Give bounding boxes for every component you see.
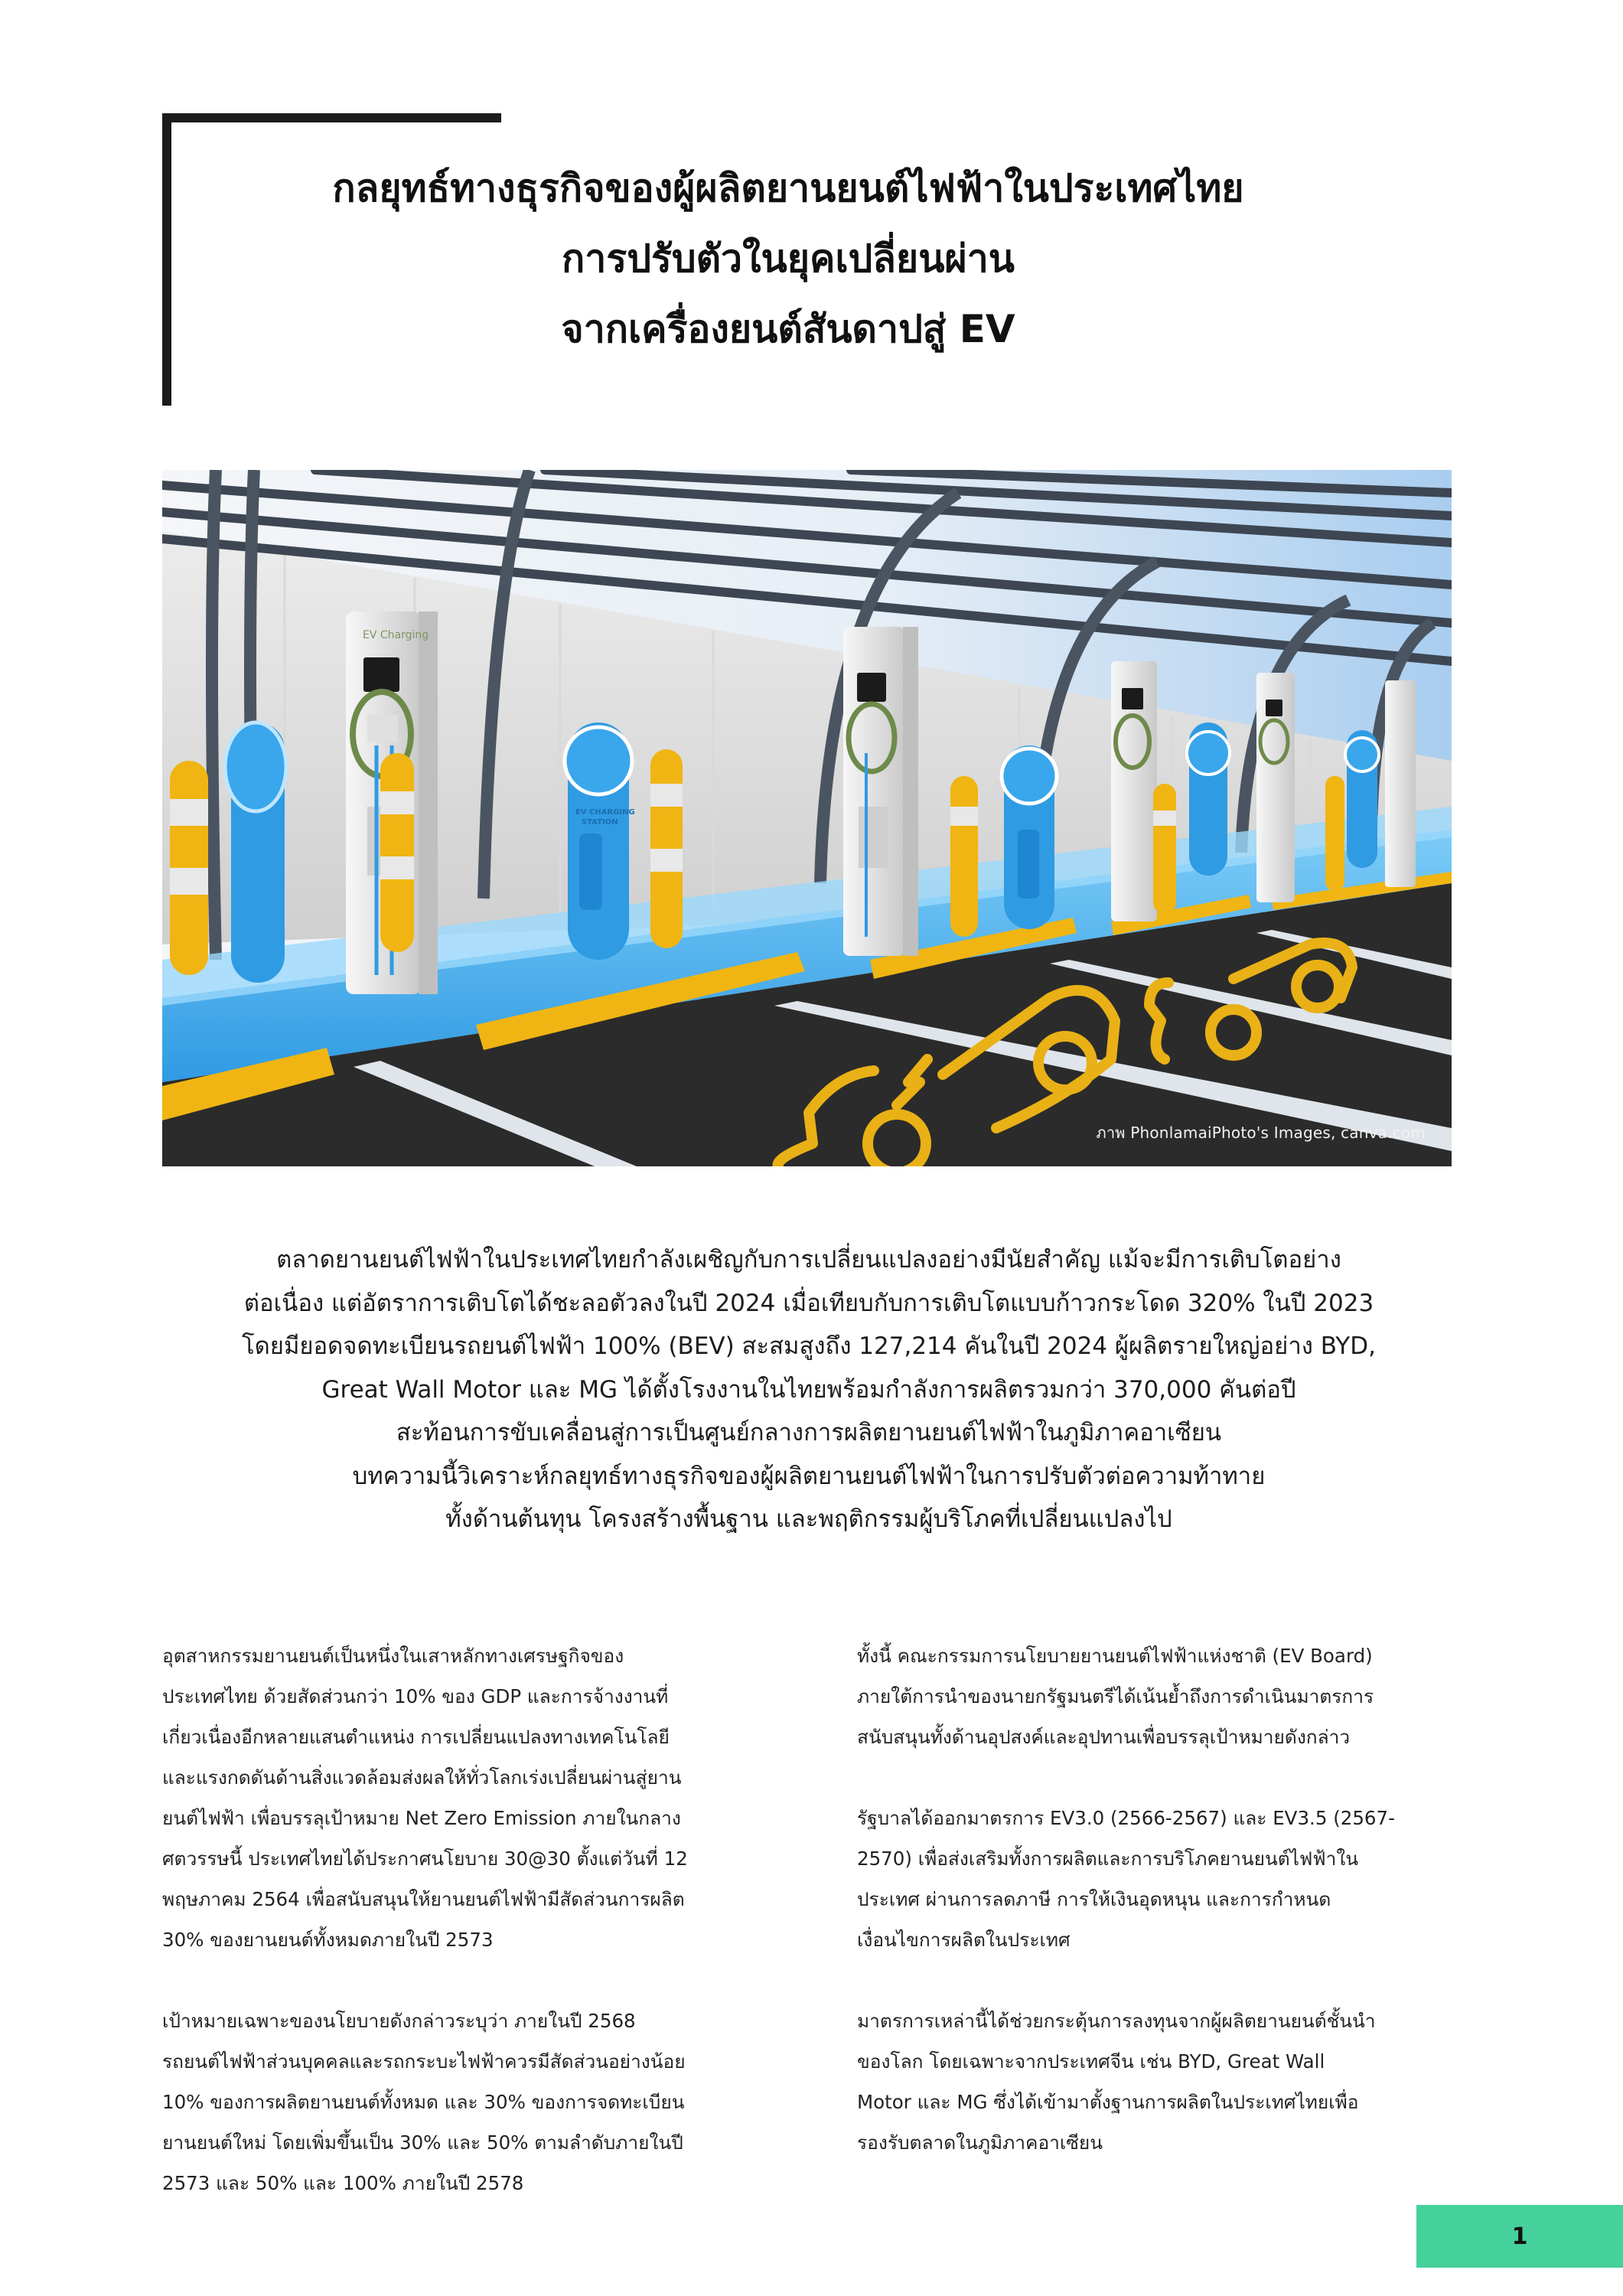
svg-text:STATION: STATION [582,818,618,827]
intro-paragraph [162,1238,1455,1541]
text-line: ศตวรรษนี้ ประเทศไทยได้ประกาศนโยบาย 30@30 ตั้งแต่วันที่ 12 [162,1848,688,1870]
photo-credit: ภาพ PhonlamaiPhoto's Images, canva.com [1096,1124,1426,1142]
intro-line: บทความนี้วิเคราะห์กลยุทธ์ทางธุรกิจของผู้ผลิตยานยนต์ไฟฟ้าในการปรับตัวต่อความท้าทาย [352,1462,1266,1490]
svg-text:EV CHARGING: EV CHARGING [575,808,635,817]
body-column-left [162,1636,820,2244]
text-line: ของโลก โดยเฉพาะจากประเทศจีน เช่น BYD, Great Wall [857,2050,1325,2073]
hero-photo-ev-charging-station [162,470,1452,1166]
text-line: ประเทศ ผ่านการลดภาษี การให้เงินอุดหนุน และการกำหนด [857,1888,1331,1910]
intro-line: Great Wall Motor และ MG ได้ตั้งโรงงานในไทยพร้อมกำลังการผลิตรวมกว่า 370,000 คันต่อปี [321,1375,1296,1404]
paragraph-ev-measures [857,1798,1469,1960]
text-line: เงื่อนไขการผลิตในประเทศ [857,1929,1071,1951]
title-line-1: กลยุทธ์ทางธุรกิจของผู้ผลิตยานยนต์ไฟฟ้าในประเทศไทย [332,166,1244,210]
text-line: 30% ของยานยนต์ทั้งหมดภายในปี 2573 [162,1929,494,1951]
intro-line: ตลาดยานยนต์ไฟฟ้าในประเทศไทยกำลังเผชิญกับการเปลี่ยนแปลงอย่างมีนัยสำคัญ แม้จะมีการเติบโตอย่าง [276,1246,1341,1274]
page-title [184,153,1393,364]
svg-text:EV Charging: EV Charging [363,629,429,641]
title-line-2: การปรับตัวในยุคเปลี่ยนผ่าน [562,236,1015,281]
text-line: ประเทศไทย ด้วยสัดส่วนกว่า 10% ของ GDP และการจ้างงานที่ [162,1685,669,1707]
intro-line: สะท้อนการขับเคลื่อนสู่การเป็นศูนย์กลางการผลิตยานยนต์ไฟฟ้าในภูมิภาคอาเซียน [396,1419,1222,1446]
title-bracket-top-bar [162,113,501,122]
text-line: มาตรการเหล่านี้ได้ช่วยกระตุ้นการลงทุนจากผู้ผลิตยานยนต์ชั้นนำ [857,2010,1376,2032]
text-line: รัฐบาลได้ออกมาตรการ EV3.0 (2566-2567) และ EV3.5 (2567- [857,1807,1395,1829]
paragraph-automotive-industry [162,1636,820,1960]
page-number: 1 [1511,2223,1528,2250]
text-line: และแรงกดดันด้านสิ่งแวดล้อมส่งผลให้ทั่วโลกเร่งเปลี่ยนผ่านสู่ยาน [162,1766,682,1789]
paragraph-policy-targets [162,2001,820,2203]
text-line: อุตสาหกรรมยานยนต์เป็นหนึ่งในเสาหลักทางเศรษฐกิจของ [162,1645,624,1667]
text-line: ยานยนต์ใหม่ โดยเพิ่มขึ้นเป็น 30% และ 50% ตามลำดับภายในปี [162,2131,683,2154]
paragraph-investment [857,2001,1469,2163]
intro-line: ทั้งด้านต้นทุน โครงสร้างพื้นฐาน และพฤติกรรมผู้บริโภคที่เปลี่ยนแปลงไป [445,1505,1172,1533]
body-column-right [857,1636,1469,2203]
text-line: รถยนต์ไฟฟ้าส่วนบุคคลและรถกระบะไฟฟ้าควรมีสัดส่วนอย่างน้อย [162,2050,686,2073]
ev-charging-illustration [162,470,1452,1166]
text-line: รองรับตลาดในภูมิภาคอาเซียน [857,2131,1103,2154]
title-bracket-left-bar [162,113,171,406]
text-line: เป้าหมายเฉพาะของนโยบายดังกล่าวระบุว่า ภายในปี 2568 [162,2010,636,2032]
text-line: ภายใต้การนำของนายกรัฐมนตรีได้เน้นย้ำถึงการดำเนินมาตรการ [857,1685,1374,1707]
page-number-badge [1416,2205,1623,2268]
text-line: เกี่ยวเนื่องอีกหลายแสนตำแหน่ง การเปลี่ยนแปลงทางเทคโนโลยี [162,1726,670,1748]
text-line: Motor และ MG ซึ่งได้เข้ามาตั้งฐานการผลิตในประเทศไทยเพื่อ [857,2091,1359,2113]
intro-line: โดยมียอดจดทะเบียนรถยนต์ไฟฟ้า 100% (BEV) สะสมสูงถึง 127,214 คันในปี 2024 ผู้ผลิตรายใหญ่อย่าง BYD, [242,1332,1376,1360]
text-line: 2573 และ 50% และ 100% ภายในปี 2578 [162,2172,524,2194]
text-line: 10% ของการผลิตยานยนต์ทั้งหมด และ 30% ของการจดทะเบียน [162,2091,685,2113]
text-line: ทั้งนี้ คณะกรรมการนโยบายยานยนต์ไฟฟ้าแห่งชาติ (EV Board) [857,1645,1373,1667]
text-line: สนับสนุนทั้งด้านอุปสงค์และอุปทานเพื่อบรรลุเป้าหมายดังกล่าว [857,1726,1351,1748]
text-line: ยนต์ไฟฟ้า เพื่อบรรลุเป้าหมาย Net Zero Emission ภายในกลาง [162,1807,681,1829]
text-line: พฤษภาคม 2564 เพื่อสนับสนุนให้ยานยนต์ไฟฟ้ามีสัดส่วนการผลิต [162,1888,685,1910]
title-line-3: จากเครื่องยนต์สันดาปสู่ EV [561,307,1015,351]
intro-line: ต่อเนื่อง แต่อัตราการเติบโตได้ชะลอตัวลงในปี 2024 เมื่อเทียบกับการเติบโตแบบก้าวกระโดด 320% ในปี 2023 [243,1289,1374,1317]
paragraph-ev-board [857,1636,1469,1757]
text-line: 2570) เพื่อส่งเสริมทั้งการผลิตและการบริโภคยานยนต์ไฟฟ้าใน [857,1848,1359,1870]
